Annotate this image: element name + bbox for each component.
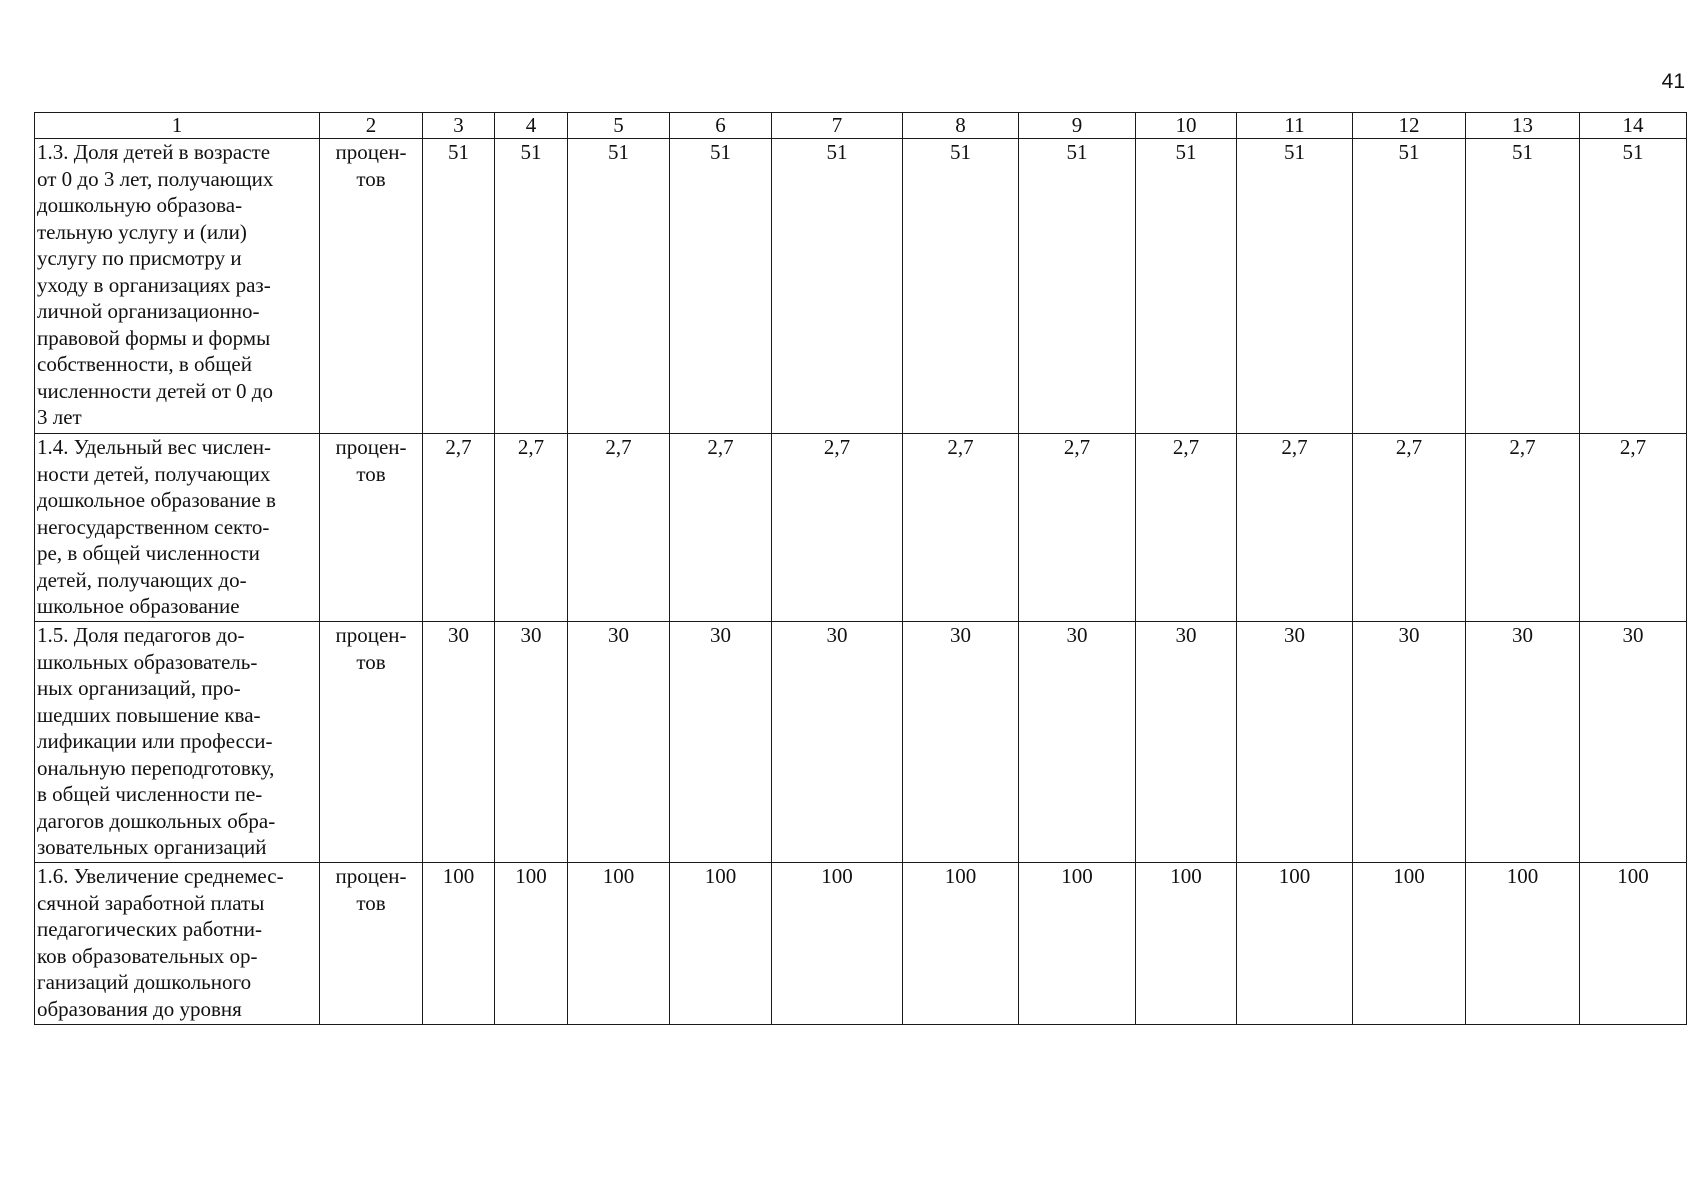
description-line: в общей численности пе- xyxy=(37,782,263,806)
description-line: шедших повышение ква- xyxy=(37,702,261,727)
page-number: 41 xyxy=(1661,70,1685,93)
value-cell: 51 xyxy=(1353,139,1466,434)
indicator-description xyxy=(35,622,320,863)
table-row xyxy=(35,434,1687,622)
unit-cell xyxy=(320,622,423,863)
value-cell: 51 xyxy=(903,139,1019,434)
description-line: 1.4. Удельный вес числен- xyxy=(37,435,271,459)
header-cell: 8 xyxy=(903,113,1019,139)
description-line: дошкольное образование в xyxy=(37,488,276,512)
description-line: ональную переподготовку, xyxy=(37,755,275,780)
value-cell: 2,7 xyxy=(903,434,1019,622)
table-row xyxy=(35,863,1687,1025)
description-line: услугу по присмотру и xyxy=(37,246,242,270)
value-cell: 30 xyxy=(1019,622,1136,863)
value-cell: 2,7 xyxy=(1466,434,1580,622)
value-cell: 30 xyxy=(423,622,495,863)
table-row xyxy=(35,622,1687,863)
value-cell: 30 xyxy=(903,622,1019,863)
unit-cell xyxy=(320,434,423,622)
value-cell: 51 xyxy=(495,139,568,434)
value-cell: 51 xyxy=(1136,139,1237,434)
description-line: дошкольную образова- xyxy=(37,193,243,217)
value-cell: 100 xyxy=(423,863,495,1025)
value-cell: 30 xyxy=(1466,622,1580,863)
value-cell: 30 xyxy=(772,622,903,863)
header-cell: 4 xyxy=(495,113,568,139)
value-cell: 30 xyxy=(1580,622,1687,863)
header-cell: 10 xyxy=(1136,113,1237,139)
value-cell: 51 xyxy=(423,139,495,434)
header-cell: 12 xyxy=(1353,113,1466,139)
value-cell: 30 xyxy=(1136,622,1237,863)
description-line: уходу в организациях раз- xyxy=(37,272,271,297)
header-cell: 13 xyxy=(1466,113,1580,139)
value-cell: 30 xyxy=(568,622,670,863)
description-line: зовательных организаций xyxy=(37,835,267,859)
value-cell: 30 xyxy=(1237,622,1353,863)
value-cell: 2,7 xyxy=(1580,434,1687,622)
value-cell: 51 xyxy=(1466,139,1580,434)
value-cell: 2,7 xyxy=(423,434,495,622)
value-cell: 100 xyxy=(1580,863,1687,1025)
description-line: ре, в общей численности xyxy=(37,541,260,565)
value-cell: 2,7 xyxy=(1237,434,1353,622)
value-cell: 100 xyxy=(1136,863,1237,1025)
header-cell: 5 xyxy=(568,113,670,139)
description-line: собственности, в общей xyxy=(37,352,252,376)
header-cell: 11 xyxy=(1237,113,1353,139)
description-line: школьных образователь- xyxy=(37,649,258,674)
indicator-description xyxy=(35,139,320,434)
description-line: 3 лет xyxy=(37,405,82,429)
description-line: ков образовательных ор- xyxy=(37,943,258,968)
description-line: сячной заработной платы xyxy=(37,890,265,915)
description-line: правовой формы и формы xyxy=(37,325,271,350)
value-cell: 100 xyxy=(903,863,1019,1025)
description-line: лификации или професси- xyxy=(37,729,273,753)
unit-line: тов xyxy=(356,649,386,674)
unit-cell xyxy=(320,863,423,1025)
header-cell: 9 xyxy=(1019,113,1136,139)
value-cell: 2,7 xyxy=(1353,434,1466,622)
value-cell: 30 xyxy=(1353,622,1466,863)
description-line: 1.5. Доля педагогов до- xyxy=(37,623,245,647)
header-cell: 6 xyxy=(670,113,772,139)
value-cell: 51 xyxy=(772,139,903,434)
header-cell: 7 xyxy=(772,113,903,139)
value-cell: 100 xyxy=(568,863,670,1025)
description-line: негосударственном секто- xyxy=(37,514,270,539)
value-cell: 100 xyxy=(1466,863,1580,1025)
value-cell: 51 xyxy=(1019,139,1136,434)
value-cell: 51 xyxy=(1237,139,1353,434)
value-cell: 51 xyxy=(568,139,670,434)
description-line: 1.3. Доля детей в возрасте xyxy=(37,140,271,164)
description-line: ганизаций дошкольного xyxy=(37,970,252,994)
indicator-table xyxy=(34,112,1687,1025)
header-cell: 2 xyxy=(320,113,423,139)
unit-line: процен- xyxy=(335,864,407,888)
description-line: школьное образование xyxy=(37,594,240,618)
unit-line: процен- xyxy=(335,623,407,647)
description-line: тельную услугу и (или) xyxy=(37,219,247,244)
header-cell: 14 xyxy=(1580,113,1687,139)
description-line: детей, получающих до- xyxy=(37,567,247,592)
value-cell: 30 xyxy=(495,622,568,863)
value-cell: 100 xyxy=(1019,863,1136,1025)
unit-line: тов xyxy=(356,890,386,915)
unit-line: тов xyxy=(356,461,386,486)
value-cell: 2,7 xyxy=(670,434,772,622)
indicator-description xyxy=(35,863,320,1025)
unit-line: процен- xyxy=(335,435,407,459)
description-line: численности детей от 0 до xyxy=(37,378,273,403)
description-line: ных организаций, про- xyxy=(37,676,241,700)
indicator-description xyxy=(35,434,320,622)
value-cell: 2,7 xyxy=(772,434,903,622)
value-cell: 51 xyxy=(1580,139,1687,434)
description-line: педагогических работни- xyxy=(37,917,263,941)
value-cell: 2,7 xyxy=(495,434,568,622)
value-cell: 51 xyxy=(670,139,772,434)
value-cell: 100 xyxy=(772,863,903,1025)
value-cell: 2,7 xyxy=(568,434,670,622)
description-line: от 0 до 3 лет, получающих xyxy=(37,166,274,191)
table-header-row xyxy=(35,113,1687,139)
description-line: образования до уровня xyxy=(37,996,242,1021)
value-cell: 2,7 xyxy=(1019,434,1136,622)
description-line: дагогов дошкольных обра- xyxy=(37,808,276,833)
unit-cell xyxy=(320,139,423,434)
unit-line: тов xyxy=(356,166,386,191)
description-line: 1.6. Увеличение среднемес- xyxy=(37,864,284,888)
header-cell: 1 xyxy=(35,113,320,139)
unit-line: процен- xyxy=(335,140,407,164)
description-line: личной организационно- xyxy=(37,299,260,323)
value-cell: 30 xyxy=(670,622,772,863)
description-line: ности детей, получающих xyxy=(37,461,271,486)
value-cell: 100 xyxy=(1237,863,1353,1025)
value-cell: 100 xyxy=(495,863,568,1025)
table-row xyxy=(35,139,1687,434)
value-cell: 100 xyxy=(670,863,772,1025)
value-cell: 100 xyxy=(1353,863,1466,1025)
value-cell: 2,7 xyxy=(1136,434,1237,622)
header-cell: 3 xyxy=(423,113,495,139)
